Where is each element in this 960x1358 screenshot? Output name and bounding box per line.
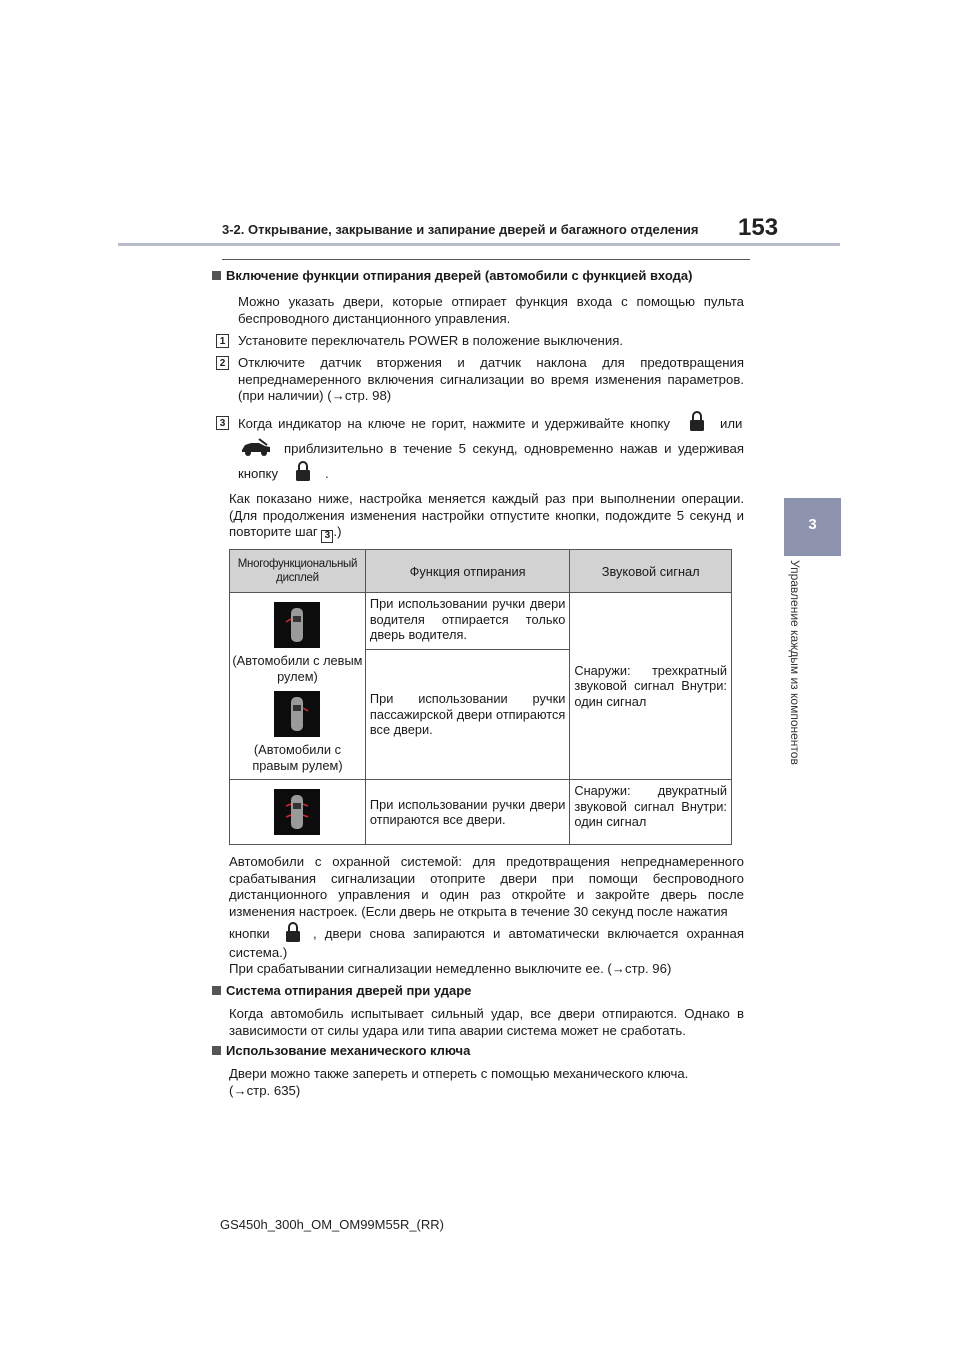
table-cell xyxy=(230,780,366,845)
alarm-note: Автомобили с охранной системой: для предотвращения непреднамеренного срабатывания сигнализации отоприте двери при помощи беспроводного дистанционного управления и один раз откройте и закройте дверь после изменения настроек. (Если дверь не открыта в течение 30 секунд после нажатия xyxy=(229,854,744,919)
step-text: . xyxy=(325,466,329,481)
car-all-doors-icon xyxy=(274,789,320,835)
car-right-door-icon xyxy=(274,691,320,737)
bullet-square-icon xyxy=(212,271,221,280)
lock-icon xyxy=(689,410,705,432)
section-body: Когда автомобиль испытывает сильный удар, все двери отпираются. Однако в зависимости от силы удара или типа аварии система может не сработать. xyxy=(229,1006,744,1038)
chapter-side-label: Управление каждым из компонентов xyxy=(788,560,802,765)
alarm-note: кнопки xyxy=(229,926,270,941)
trunk-icon xyxy=(240,437,272,457)
step-number: 1 xyxy=(216,334,229,348)
step-number: 3 xyxy=(216,416,229,430)
step-text: приблизительно в течение 5 секунд, одновременно нажав и удерживая xyxy=(284,441,744,456)
table-header: Функция отпирания xyxy=(365,550,569,593)
table-cell: При использовании ручки двери водителя отпирается только дверь водителя. xyxy=(365,593,569,650)
table-cell: При использовании ручки двери отпираются все двери. xyxy=(365,780,569,845)
step-text: Установите переключатель POWER в положение выключения. xyxy=(238,333,624,348)
or-text: или xyxy=(720,416,743,431)
header-title: 3-2. Открывание, закрывание и запирание дверей и багажного отделения xyxy=(222,222,699,237)
caption-left-drive: (Автомобили с левым рулем) xyxy=(232,653,363,684)
section-intro: Можно указать двери, которые отпирает функция входа с помощью пульта беспроводного дистанционного управления. xyxy=(238,294,744,326)
car-left-door-icon xyxy=(274,602,320,648)
step-number: 2 xyxy=(216,356,229,370)
table-header: Звуковой сигнал xyxy=(570,550,732,593)
alarm-note: , двери снова запираются и автоматически включается охранная xyxy=(313,926,744,941)
settings-table xyxy=(229,549,732,845)
table-cell xyxy=(230,593,366,780)
lock-icon xyxy=(285,921,301,943)
section-body: (→стр. 635) xyxy=(229,1083,301,1098)
section-title: Включение функции отпирания дверей (автомобили с функцией входа) xyxy=(212,268,692,283)
table-header: Многофункциональный дисплей xyxy=(230,550,366,593)
caption-right-drive: (Автомобили с правым рулем) xyxy=(252,742,343,773)
page-number: 153 xyxy=(738,214,779,241)
lock-icon xyxy=(295,460,311,482)
alarm-note: При срабатывании сигнализации немедленно выключите ее. (→стр. 96) xyxy=(229,961,672,976)
alarm-note: система.) xyxy=(229,945,288,960)
section-body: Двери можно также запереть и отпереть с помощью механического ключа. xyxy=(229,1066,689,1081)
bullet-square-icon xyxy=(212,1046,221,1055)
bullet-square-icon xyxy=(212,986,221,995)
chapter-number: 3 xyxy=(808,516,817,533)
table-cell: Снаружи: трехкратный звуковой сигнал Внутри: один сигнал xyxy=(570,593,732,780)
step-text: Отключите датчик вторжения и датчик наклона для предотвращения непреднамеренного включения сигнализации во время изменения параметров. (при наличии) (→стр. 98) xyxy=(238,355,744,403)
note-text: Как показано ниже, настройка меняется каждый раз при выполнении операции. (Для продолжения изменения настройки отпустите кнопки, подождите 5 секунд и повторите шаг 3 .) xyxy=(229,491,744,541)
chapter-tab[interactable] xyxy=(784,498,841,556)
section-title: Система отпирания дверей при ударе xyxy=(212,983,471,998)
footer-doc-id: GS450h_300h_OM_OM99M55R_(RR) xyxy=(220,1217,444,1232)
step-text: Когда индикатор на ключе не горит, нажмите и удерживайте кнопку xyxy=(238,416,670,431)
content-rule xyxy=(222,259,750,260)
section-title: Использование механического ключа xyxy=(212,1043,470,1058)
table-cell: Снаружи: двукратный звуковой сигнал Внутри: один сигнал xyxy=(570,780,732,845)
header-rule xyxy=(118,243,840,246)
step-ref: 3 xyxy=(321,530,333,543)
table-cell: При использовании ручки пассажирской двери отпираются все двери. xyxy=(365,650,569,780)
step-text: кнопку xyxy=(238,466,279,481)
